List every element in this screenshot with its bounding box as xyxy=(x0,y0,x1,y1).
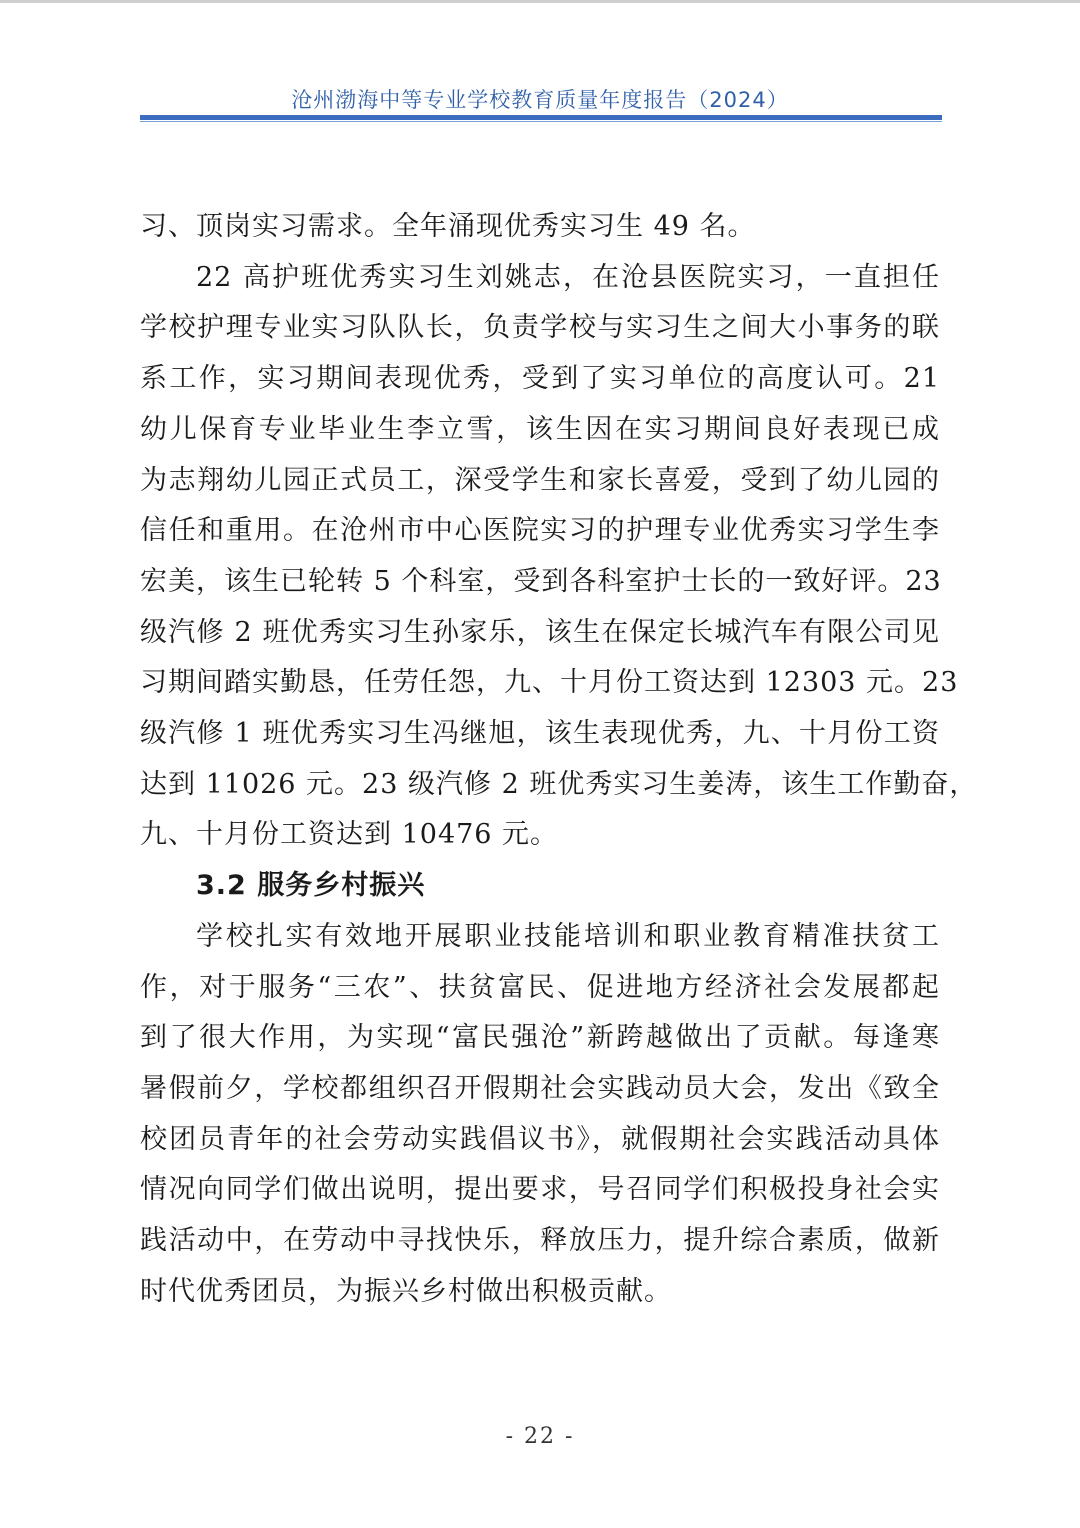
paragraph-3-line: 作，对于服务“三农”、扶贫富民、促进地方经济社会发展都起 xyxy=(140,971,940,1003)
paragraph-2-line: 信任和重用。在沧州市中心医院实习的护理专业优秀实习学生李 xyxy=(140,515,940,547)
paragraph-2-line: 九、十月份工资达到 10476 元。 xyxy=(140,819,559,851)
paragraph-2-line: 级汽修 1 班优秀实习生冯继旭，该生表现优秀，九、十月份工资 xyxy=(140,718,940,750)
paragraph-2-line: 系工作，实习期间表现优秀，受到了实习单位的高度认可。21 xyxy=(140,363,940,395)
paragraph-3-line: 暑假前夕，学校都组织召开假期社会实践动员大会，发出《致全 xyxy=(140,1072,940,1104)
paragraph-1-line: 习、顶岗实习需求。全年涌现优秀实习生 49 名。 xyxy=(140,211,756,242)
top-edge-rule xyxy=(0,0,1080,3)
section-heading: 3.2 服务乡村振兴 xyxy=(196,870,426,902)
paragraph-2-line: 级汽修 2 班优秀实习生孙家乐，该生在保定长城汽车有限公司见 xyxy=(140,616,940,648)
header-rule xyxy=(140,115,942,120)
paragraph-3-line: 学校扎实有效地开展职业技能培训和职业教育精准扶贫工 xyxy=(196,920,940,952)
paragraph-3-line: 时代优秀团员，为振兴乡村做出积极贡献。 xyxy=(140,1275,672,1307)
paragraph-2-line: 达到 11026 元。23 级汽修 2 班优秀实习生姜涛，该生工作勤奋， xyxy=(140,768,978,800)
paragraph-3-line: 校团员青年的社会劳动实践倡议书》，就假期社会实践活动具体 xyxy=(140,1123,940,1155)
paragraph-2-line: 为志翔幼儿园正式员工，深受学生和家长喜爱，受到了幼儿园的 xyxy=(140,464,940,496)
paragraph-2-line: 宏美，该生已轮转 5 个科室，受到各科室护士长的一致好评。23 xyxy=(140,565,942,597)
paragraph-3-line: 情况向同学们做出说明，提出要求，号召同学们积极投身社会实 xyxy=(140,1174,940,1206)
paragraph-2-line: 幼儿保育专业毕业生李立雪，该生因在实习期间良好表现已成 xyxy=(140,413,940,445)
page-header-title: 沧州渤海中等专业学校教育质量年度报告（2024） xyxy=(291,88,789,112)
body-text xyxy=(140,202,978,1317)
header-rule-thin xyxy=(140,121,942,122)
paragraph-2-line: 22 高护班优秀实习生刘姚志，在沧县医院实习，一直担任 xyxy=(196,261,940,293)
paragraph-3-line: 到了很大作用，为实现“富民强沧”新跨越做出了贡献。每逢寒 xyxy=(140,1022,940,1054)
paragraph-3-line: 践活动中，在劳动中寻找快乐，释放压力，提升综合素质，做新 xyxy=(140,1225,940,1257)
page-number: - 22 - xyxy=(505,1424,575,1449)
paragraph-2-line: 习期间踏实勤恳，任劳任怨，九、十月份工资达到 12303 元。23 xyxy=(140,667,959,699)
paragraph-2-line: 学校护理专业实习队队长，负责学校与实习生之间大小事务的联 xyxy=(140,312,940,344)
